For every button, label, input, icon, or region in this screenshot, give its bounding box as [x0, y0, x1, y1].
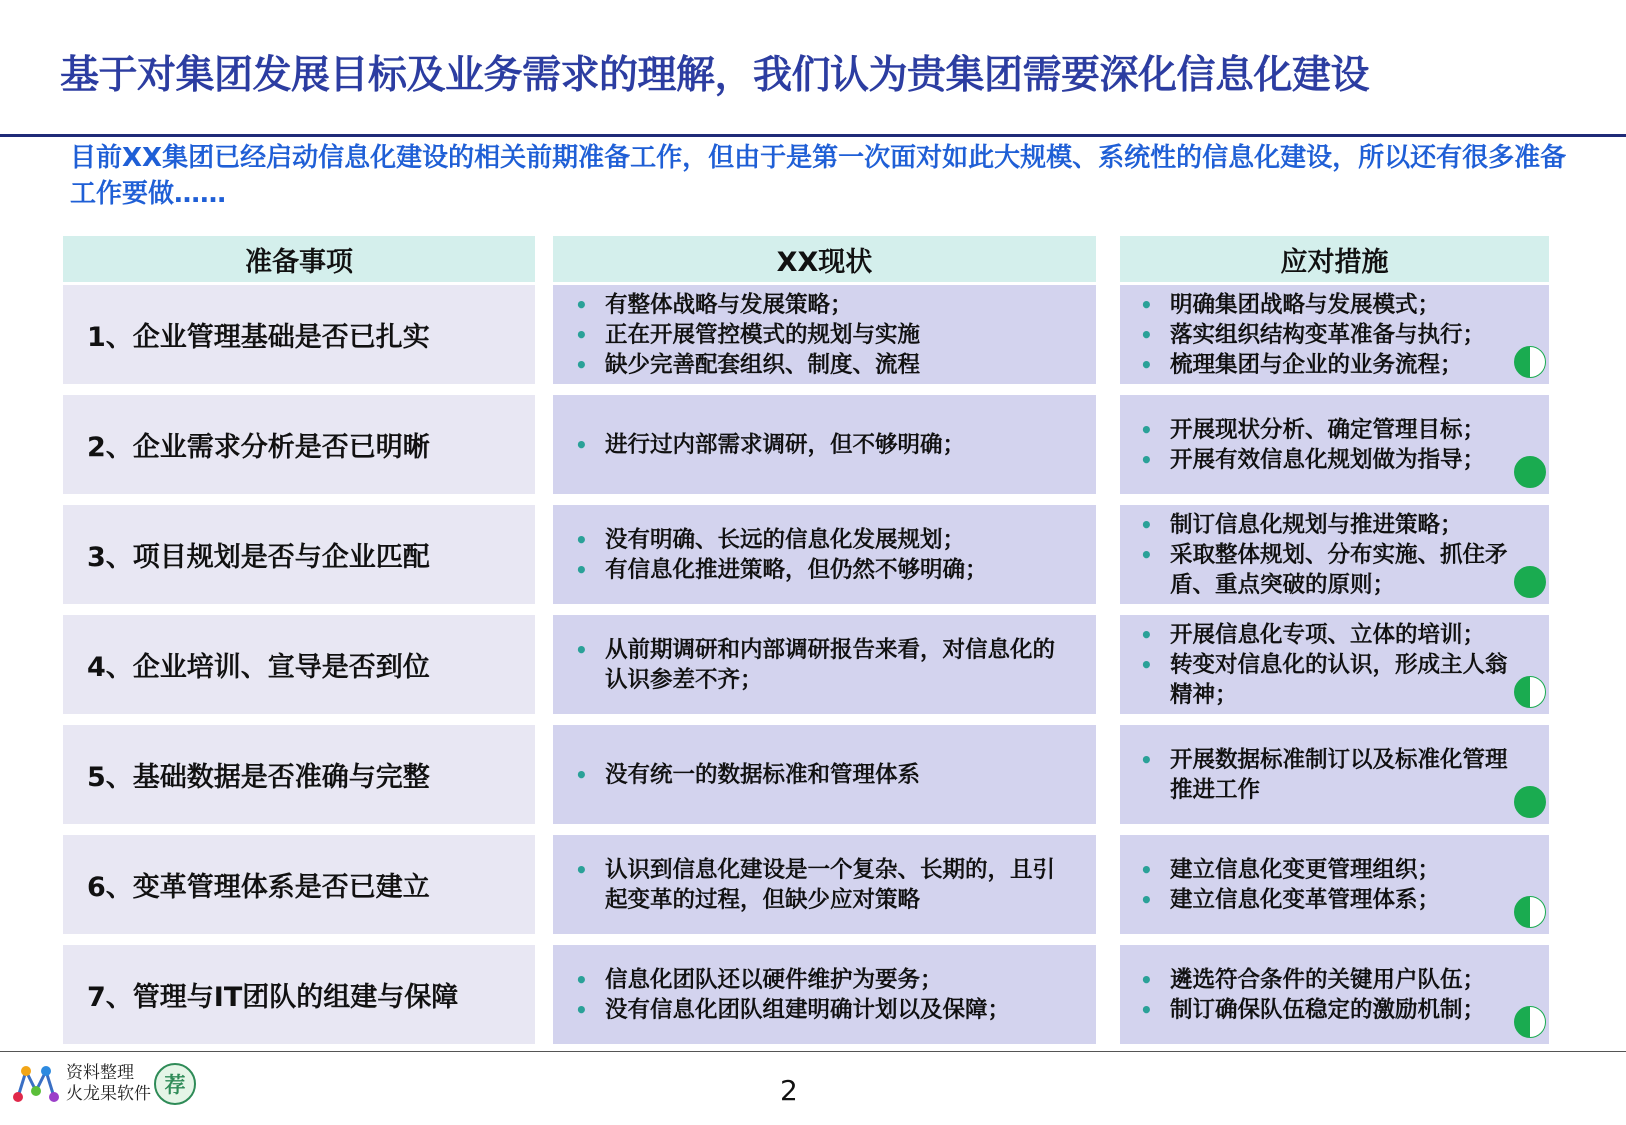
bullet-text: 进行过内部需求调研，但不够明确； [605, 431, 966, 458]
bullet-point [1140, 745, 1525, 805]
slide-subtitle: 目前XX集团已经启动信息化建设的相关前期准备工作，但由于是第一次面对如此大规模、系统性的信息化建设，所以还有很多准备工作要做…… [70, 143, 1567, 209]
bullet-text: 制订确保队伍稳定的激励机制； [1170, 996, 1486, 1023]
bullet-point [1140, 290, 1525, 320]
title-divider [0, 134, 1626, 137]
prep-item-cell: 2、企业需求分析是否已明晰 [63, 395, 535, 494]
harvey-ball-icon [1514, 896, 1546, 928]
recommend-badge: 荐 [154, 1063, 196, 1105]
prep-item-cell: 5、基础数据是否准确与完整 [63, 725, 535, 824]
bullet-point [575, 290, 1076, 320]
bullet-point [1140, 350, 1525, 380]
current-status-cell [553, 395, 1096, 494]
column-header-measures: 应对措施 [1120, 236, 1549, 282]
bullet-dot-icon: • [1140, 542, 1153, 567]
column-header-item: 准备事项 [63, 236, 535, 282]
bullet-text: 梳理集团与企业的业务流程； [1170, 351, 1463, 378]
harvey-ball-icon [1514, 1006, 1546, 1038]
bullet-dot-icon: • [575, 997, 588, 1022]
bullet-point [1140, 415, 1525, 445]
footer-divider [0, 1051, 1626, 1052]
measures-cell [1120, 505, 1549, 604]
bullet-text: 制订信息化规划与推进策略； [1170, 511, 1463, 538]
bullet-point [1140, 965, 1525, 995]
bullet-dot-icon: • [1140, 447, 1153, 472]
bullet-text: 没有信息化团队组建明确计划以及保障； [605, 996, 1011, 1023]
bullet-point [575, 555, 1076, 585]
bullet-point [1140, 885, 1525, 915]
bullet-point [575, 430, 1076, 460]
current-status-cell [553, 725, 1096, 824]
bullet-dot-icon: • [575, 432, 588, 457]
current-status-cell [553, 285, 1096, 384]
measures-cell [1120, 615, 1549, 714]
bullet-text: 信息化团队还以硬件维护为要务； [605, 966, 943, 993]
bullet-dot-icon: • [1140, 512, 1153, 537]
bullet-dot-icon: • [575, 527, 588, 552]
bullet-dot-icon: • [575, 967, 588, 992]
logo-line-2: 火龙果软件 [66, 1084, 151, 1104]
bullet-point [575, 350, 1076, 380]
bullet-point [575, 525, 1076, 555]
bullet-point [575, 995, 1076, 1025]
slide-title: 基于对集团发展目标及业务需求的理解，我们认为贵集团需要深化信息化建设 [60, 53, 1370, 98]
bullet-dot-icon: • [1140, 292, 1153, 317]
bullet-point [1140, 995, 1525, 1025]
bullet-point [1140, 445, 1525, 475]
bullet-dot-icon: • [575, 557, 588, 582]
harvey-ball-icon [1514, 346, 1546, 378]
bullet-dot-icon: • [575, 762, 588, 787]
bullet-text: 明确集团战略与发展模式； [1170, 291, 1441, 318]
current-status-cell [553, 505, 1096, 604]
bullet-dot-icon: • [1140, 622, 1153, 647]
bullet-dot-icon: • [1140, 997, 1153, 1022]
bullet-dot-icon: • [1140, 747, 1153, 772]
prep-item-cell: 3、项目规划是否与企业匹配 [63, 505, 535, 604]
bullet-text: 有信息化推进策略，但仍然不够明确； [605, 556, 988, 583]
current-status-cell [553, 945, 1096, 1044]
bullet-point [575, 320, 1076, 350]
bullet-text: 没有明确、长远的信息化发展规划； [605, 526, 966, 553]
bullet-text: 落实组织结构变革准备与执行； [1170, 321, 1486, 348]
bullet-text: 没有统一的数据标准和管理体系 [605, 761, 921, 788]
bullet-text: 认识到信息化建设是一个复杂、长期的，且引起变革的过程，但缺少应对策略 [605, 856, 1056, 913]
prep-item-cell: 6、变革管理体系是否已建立 [63, 835, 535, 934]
bullet-dot-icon: • [575, 322, 588, 347]
current-status-cell [553, 615, 1096, 714]
logo-icon [10, 1061, 62, 1107]
prep-item-cell: 1、企业管理基础是否已扎实 [63, 285, 535, 384]
bullet-dot-icon: • [575, 857, 588, 882]
bullet-point [575, 635, 1076, 695]
bullet-point [1140, 540, 1525, 600]
bullet-dot-icon: • [1140, 967, 1153, 992]
bullet-dot-icon: • [1140, 322, 1153, 347]
harvey-ball-icon [1514, 456, 1546, 488]
bullet-point [575, 760, 1076, 790]
bullet-text: 转变对信息化的认识，形成主人翁精神； [1170, 651, 1508, 708]
bullet-point [1140, 620, 1525, 650]
bullet-dot-icon: • [1140, 417, 1153, 442]
bullet-text: 开展有效信息化规划做为指导； [1170, 446, 1486, 473]
bullet-text: 遴选符合条件的关键用户队伍； [1170, 966, 1486, 993]
measures-cell [1120, 945, 1549, 1044]
bullet-text: 缺少完善配套组织、制度、流程 [605, 351, 921, 378]
bullet-point [1140, 510, 1525, 540]
bullet-dot-icon: • [575, 292, 588, 317]
logo-line-1: 资料整理 [66, 1063, 134, 1083]
harvey-ball-icon [1514, 786, 1546, 818]
measures-cell [1120, 725, 1549, 824]
column-header-status: XX现状 [553, 236, 1096, 282]
bullet-text: 建立信息化变更管理组织； [1170, 856, 1441, 883]
bullet-dot-icon: • [1140, 857, 1153, 882]
harvey-ball-icon [1514, 566, 1546, 598]
bullet-text: 开展数据标准制订以及标准化管理推进工作 [1170, 746, 1508, 803]
bullet-dot-icon: • [575, 637, 588, 662]
bullet-point [575, 855, 1076, 915]
bullet-dot-icon: • [575, 352, 588, 377]
bullet-text: 开展信息化专项、立体的培训； [1170, 621, 1486, 648]
bullet-point [1140, 320, 1525, 350]
bullet-dot-icon: • [1140, 887, 1153, 912]
bullet-text: 正在开展管控模式的规划与实施 [605, 321, 921, 348]
prep-item-cell: 4、企业培训、宣导是否到位 [63, 615, 535, 714]
measures-cell [1120, 835, 1549, 934]
bullet-point [1140, 650, 1525, 710]
bullet-point [1140, 855, 1525, 885]
bullet-point [575, 965, 1076, 995]
bullet-text: 采取整体规划、分布实施、抓住矛盾、重点突破的原则； [1170, 541, 1508, 598]
measures-cell [1120, 285, 1549, 384]
harvey-ball-icon [1514, 676, 1546, 708]
bullet-text: 从前期调研和内部调研报告来看，对信息化的认识参差不齐； [605, 636, 1056, 693]
prep-item-cell: 7、管理与IT团队的组建与保障 [63, 945, 535, 1044]
current-status-cell [553, 835, 1096, 934]
bullet-text: 建立信息化变革管理体系； [1170, 886, 1441, 913]
bullet-text: 开展现状分析、确定管理目标； [1170, 416, 1486, 443]
bullet-dot-icon: • [1140, 352, 1153, 377]
bullet-text: 有整体战略与发展策略； [605, 291, 853, 318]
bullet-dot-icon: • [1140, 652, 1153, 677]
logo-text [66, 1063, 151, 1105]
page-number: 2 [780, 1074, 798, 1107]
measures-cell [1120, 395, 1549, 494]
